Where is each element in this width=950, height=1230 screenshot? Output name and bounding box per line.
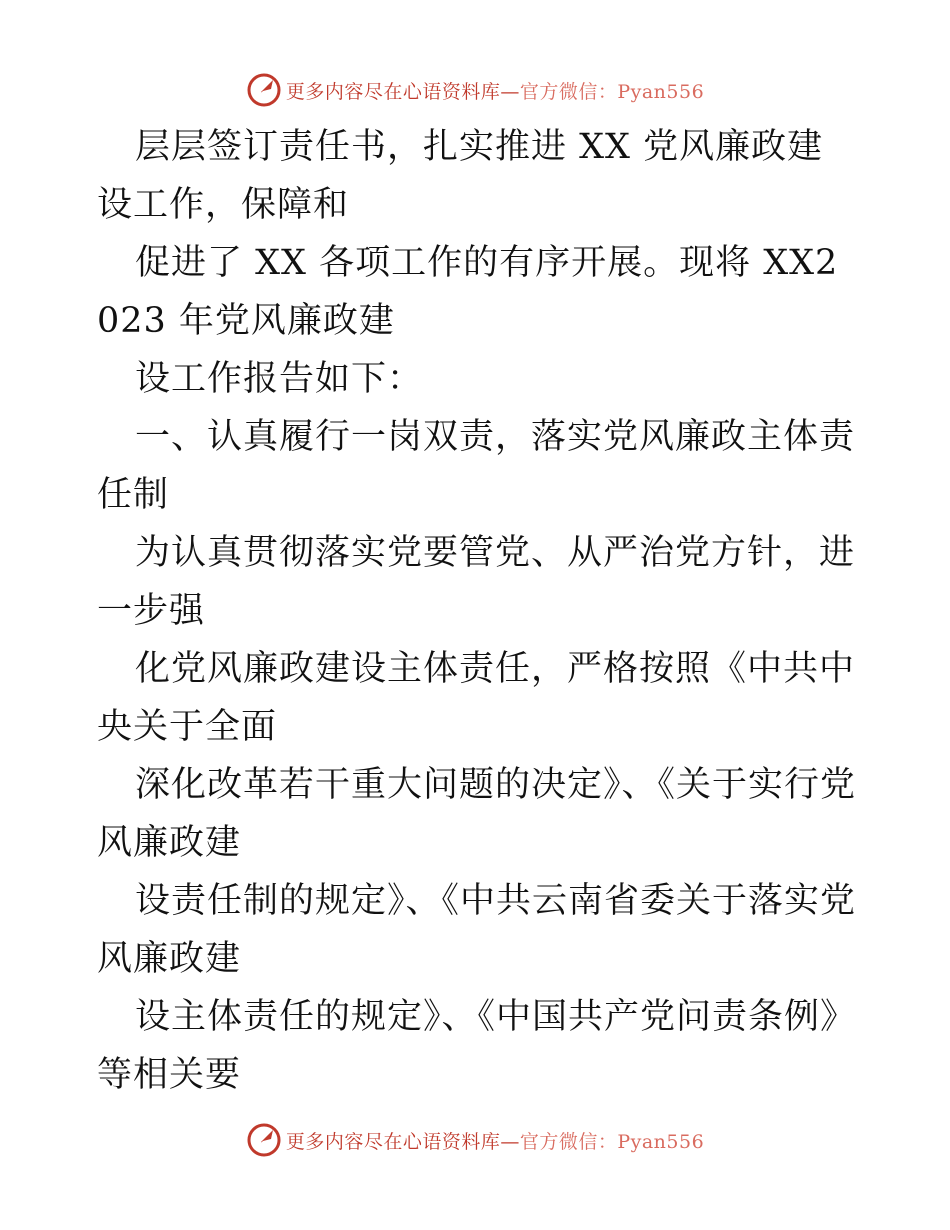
paragraph: 一、认真履行一岗双责，落实党风廉政主体责任制: [97, 417, 856, 515]
quill-logo-icon: [246, 1122, 282, 1158]
banner-text: [286, 77, 704, 104]
header-banner: [0, 70, 950, 110]
footer-banner: [0, 1120, 950, 1160]
paragraph: 为认真贯彻落实党要管党、从严治党方针，进一步强: [97, 533, 856, 631]
paragraph: 化党风廉政建设主体责任，严格按照《中共中央关于全面: [97, 649, 856, 747]
paragraph: 设工作报告如下：: [135, 359, 424, 399]
banner-site-name: 更多内容尽在心语资料库—: [285, 1130, 520, 1153]
paragraph: 深化改革若干重大问题的决定》、《关于实行党风廉政建: [97, 765, 857, 863]
banner-site-name: 更多内容尽在心语资料库—: [285, 80, 520, 103]
banner-text: [286, 1127, 704, 1154]
paragraph: 设责任制的规定》、《中共云南省委关于落实党风廉政建: [97, 881, 857, 979]
paragraph: 层层签订责任书，扎实推进 XX 党风廉政建设工作，保障和: [97, 127, 824, 225]
banner-content: [246, 72, 704, 108]
banner-wechat: 官方微信：Pyan556: [519, 1130, 705, 1153]
quill-logo-icon: [246, 72, 282, 108]
paragraph: 设主体责任的规定》、《中国共产党问责条例》等相关要: [97, 997, 857, 1095]
banner-wechat: 官方微信：Pyan556: [519, 80, 705, 103]
banner-content: [246, 1122, 704, 1158]
document-body: [97, 118, 857, 1104]
paragraph: 促进了 XX 各项工作的有序开展。现将 XX2023 年党风廉政建: [97, 243, 839, 341]
